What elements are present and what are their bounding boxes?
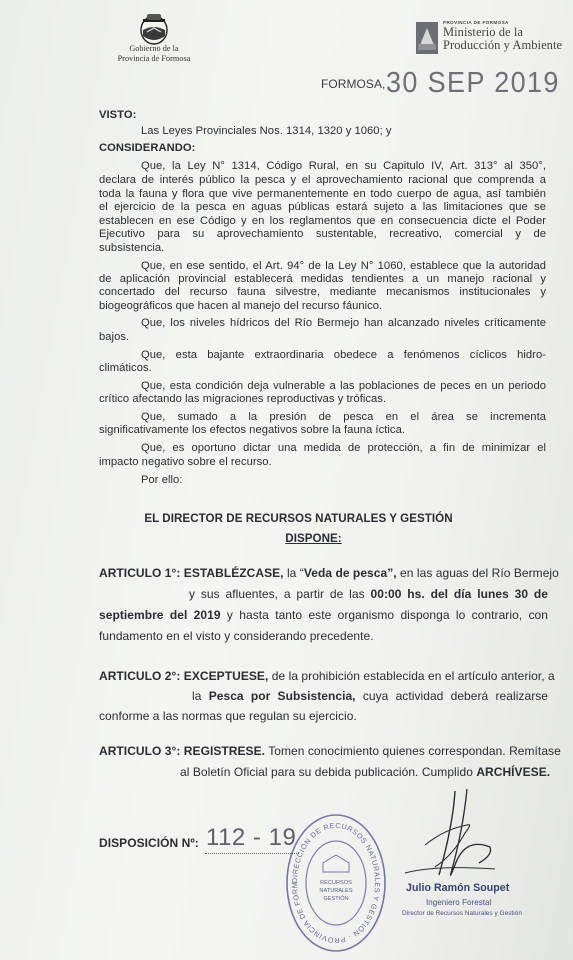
header-ministry-line2: Producción y Ambiente [443, 38, 563, 52]
article-2-text-b: la [192, 689, 202, 703]
authority-heading: EL DIRECTOR DE RECURSOS NATURALES Y GESTIÓN [144, 512, 453, 525]
article-3-line1 [99, 744, 561, 759]
signer-position: Director de Recursos Naturales y Gestión [402, 910, 522, 917]
seal-center-line3: GESTIÓN [323, 896, 349, 902]
considerando-p6-line1: Que, sumado a la presión de pesca en el área se incrementa [141, 411, 546, 423]
article-1-label: ARTICULO 1°: [99, 566, 181, 580]
considerando-p6-line2: significativamente los efectos negativos sobre la fauna íctica. [99, 424, 405, 436]
considerando-p5-line2: crítico afectando las migraciones reproductivas y tróficas. [99, 393, 387, 405]
article-2-text-c: cuya actividad deberá realizarse [362, 689, 549, 703]
ministry-logo-icon [416, 22, 438, 54]
article-1-line1 [99, 567, 559, 581]
article-2-verb: EXCEPTUESE, [183, 669, 269, 683]
considerando-p1-line6: Ejecutivo para su aprovechamiento sustentable, recreativo, comercial y de [99, 228, 546, 240]
city-label: FORMOSA, [321, 77, 386, 91]
article-2-text-a: de la prohibición establecida en el artículo anterior, a [271, 669, 555, 683]
article-1-hour: 00:00 hs. del día lunes 30 de [370, 587, 548, 601]
article-2-line2 [192, 690, 548, 704]
signer-title: Ingeniero Forestal [426, 898, 492, 907]
considerando-p3-line1: Que, los niveles hídricos del Río Bermejo han alcanzado niveles críticamente [141, 317, 546, 329]
considerando-p7-line2: impacto negativo sobre el recurso. [99, 456, 272, 468]
considerando-p1-line2: declara de interés público la pesca y el aprovechamiento racional que comprenda a [99, 174, 546, 186]
disposicion-word: DISPOSICIÓN [99, 836, 179, 850]
article-3-line2 [180, 766, 550, 780]
signer-name: Julio Ramón Soupet [406, 882, 510, 894]
disposicion-label [99, 837, 199, 851]
article-2-subsistencia: Pesca por Subsistencia, [208, 689, 356, 703]
seal-ring-text: DIRECCIÓN DE RECURSOS NATURALES Y GESTIÓN · PROVINCIA DE FORM [289, 820, 383, 946]
seal-center-line1: RECURSOS [320, 880, 352, 886]
article-1-text-b: en las aguas del Río Bermejo [400, 566, 559, 580]
article-3-verb: REGISTRESE. [183, 744, 266, 758]
article-1-line3 [99, 609, 548, 623]
considerando-p1-line1: Que, la Ley N° 1314, Código Rural, en su Capitulo IV, Art. 313° al 350°, [141, 160, 546, 172]
article-1-text-c: y sus afluentes, a partir de las [189, 587, 365, 601]
header-ministry-top: PROVINCIA DE FORMOSA [443, 20, 509, 25]
article-3-text-b: al Boletín Oficial para su debida publicación. Cumplido [180, 765, 473, 779]
considerando-p1-line3: toda la fauna y flora que vive permanentemente en todo cuerpo de agua, así también [99, 188, 546, 200]
considerando-p1-line4: el ejercicio de la pesca en aguas públicas estará sujeto a las limitaciones que se [99, 201, 546, 213]
considerando-p3-line2: bajos. [99, 331, 130, 343]
article-3-archivese: ARCHÍVESE. [476, 765, 551, 779]
seal-center-line2: NATURALES [319, 888, 353, 894]
header-gov-line2: Provincia de Formosa [117, 54, 191, 63]
handwritten-signature [395, 785, 505, 885]
header-gov-line1: Gobierno de la [129, 44, 179, 53]
considerando-p5-line1: Que, esta condición deja vulnerable a las poblaciones de peces en un periodo [141, 380, 546, 392]
considerando-p1-line5: establecen en ese Código y en los reglamentos que en consecuencia dicte el Poder [99, 215, 546, 227]
article-2-line3: conforme a las normas que regulan su ejercicio. [99, 709, 357, 723]
considerando-p2-line1: Que, en ese sentido, el Art. 94° de la Ley N° 1060, establece que la autoridad [141, 260, 546, 272]
considerando-p2-line4: biogeográficos que hacen al manejo del recurso fáunico. [99, 300, 383, 312]
article-1-text-d: y hasta tanto este organismo disponga lo contrario, con [226, 608, 548, 622]
article-1-veda: Veda de pesca”, [303, 566, 397, 580]
header-ministry-line1: Ministerio de la [443, 25, 523, 39]
considerando-p7-line1: Que, es oportuno dictar una medida de protección, a fin de minimizar el [141, 442, 546, 454]
article-1-text-a: la “ [286, 566, 304, 580]
article-3-text-a: Tomen conocimiento quienes correspondan. Remítase [268, 744, 561, 758]
considerando-p2-line2: de aplicación provincial establecerá medidas tendientes a un manejo racional y [99, 273, 546, 285]
article-1-line4: fundamento en el visto y considerando precedente. [99, 629, 374, 643]
disposicion-number: 112 - 19 [206, 824, 297, 851]
article-2-label: ARTICULO 2°: [99, 669, 181, 683]
article-1-line2 [189, 588, 548, 602]
considerando-p2-line3: concertado del recurso fauna silvestre, mediante mecanismos institucionales y [99, 286, 546, 298]
article-1-verb: ESTABLÉZCASE, [183, 566, 284, 580]
considerando-p1-line7: subsistencia. [99, 242, 165, 254]
province-coat-of-arms-icon [138, 12, 170, 46]
article-2-line1 [99, 669, 555, 684]
disposicion-no: Nº: [181, 836, 199, 850]
date-stamp: 30 SEP 2019 [386, 67, 560, 99]
visto-text: Las Leyes Provinciales Nos. 1314, 1320 y 1060; y [141, 125, 392, 137]
dispone-heading: DISPONE: [285, 532, 342, 545]
por-ello: Por ello: [141, 474, 183, 486]
visto-heading: VISTO: [99, 109, 137, 121]
article-3-label: ARTICULO 3°: [99, 744, 181, 758]
article-1-date: septiembre del 2019 [99, 608, 221, 622]
official-seal [283, 808, 389, 958]
considerando-heading: CONSIDERANDO: [99, 142, 196, 154]
considerando-p4-line2: climáticos. [99, 362, 152, 374]
considerando-p4-line1: Que, esta bajante extraordinaria obedece a fenómenos cíclicos hidro- [141, 349, 546, 361]
